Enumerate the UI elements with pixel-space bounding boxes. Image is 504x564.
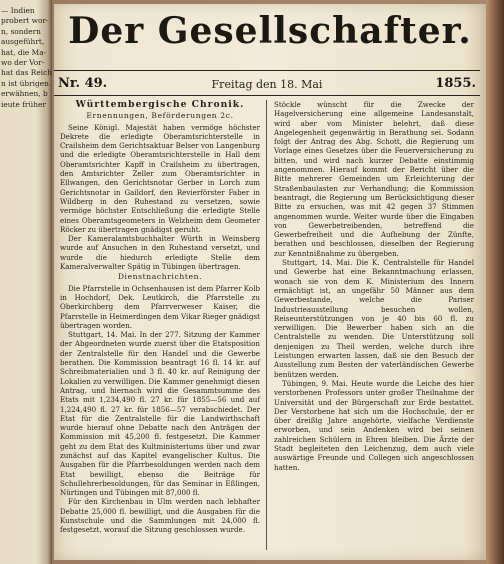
- left-page-fragment-line: hat das Reich: [1, 68, 52, 78]
- article-paragraph: Der Kameralamtsbuchhalter Würth in Weinsberg wurde auf Ansuchen in den Ruhestand versetzt, und wurde die hiedurch erledigte Stelle dem Kameralverwalter Spätig in Tübingen übertragen.: [60, 234, 260, 272]
- article-paragraph: Die Pfarrstelle in Ochsenhausen ist dem Pfarrer Kolb in Hochdorf, Dek. Leutkirch, die Pfarrstelle zu Oberkirchberg dem Pfarrverweser Kaiser, die Pfarrstelle in Heimerdingen dem Vikar Rieger gnädigst übertragen worden.: [60, 283, 260, 330]
- left-page-fragment-line: hat, die Ma-: [1, 47, 47, 57]
- left-page-fragment-line: n ist übrigen: [1, 78, 49, 88]
- previous-page-edge: [0, 0, 52, 564]
- left-page-fragment-line: ausgeführt,: [1, 37, 45, 47]
- newspaper-page: [54, 4, 486, 560]
- column-divider: [266, 100, 267, 550]
- appointments-subheading: Ernennungen, Beförderungen 2c.: [86, 111, 234, 121]
- left-page-fragment-line: erwähnen, b: [1, 89, 48, 99]
- left-page-fragment-line: n, sondern: [1, 26, 41, 36]
- left-page-fragment-line: ieute früher: [1, 99, 46, 109]
- issue-number: Nr. 49.: [58, 76, 108, 91]
- header-rule-bottom: [54, 95, 480, 96]
- article-paragraph: Stöckle wünscht für die Zwecke der Hagelversicherung eine allgemeine Landesanstalt, wird aber vom Minister belehrt, daß diese Angelegenheit gegenwärtig in Berathung sei. Sodann folgt der Antrag des Abg. Schott, die Regierung um Vorlage eines Gesetzes über die Feuerversicherung zu bitten, und wird nach kurzer Debatte einstimmig angenommen. Hierauf kommt der Bericht über die Bitte mehrerer Gemeinden um Erleichterung der Straßenbaulasten zur Verhandlung; die Kommission beantragt, die Regierung um Berücksichtigung dieser Bitte zu ersuchen, was mit 42 gegen 37 Stimmen angenommen wurde. Weiter wurde über die Eingaben von Gewerbetreibenden, betreffend die Gewerbefreiheit und die Aufhebung der Zünfte, berathen und beschlossen, dieselben der Regierung zur Kenntnißnahme zu übergeben.: [274, 100, 474, 258]
- right-column: [274, 100, 474, 472]
- article-paragraph: Tübingen, 9. Mai. Heute wurde die Leiche des hier verstorbenen Professors unter großer Theilnahme der Universität und der Bürgerschaft zur Erde bestattet. Der Verstorbene hat sich um die Hochschule, der er über dreißig Jahre angehörte, vielfache Verdienste erworben, und sein Andenken wird bei seinen zahlreichen Schülern in Ehren bleiben. Die Ärzte der Stadt begleiteten den Leichenzug, dem auch viele auswärtige Freunde und Collegen sich angeschlossen hatten.: [274, 378, 474, 472]
- chronicle-heading: Württembergische Chronik.: [75, 99, 245, 110]
- article-paragraph: Stuttgart, 14. Mai. In der 277. Sitzung der Kammer der Abgeordneten wurde zuerst über die Etatsposition der Zentralstelle für den Handel und die Gewerbe berathen. Die Kommission beantragt 16 fl. 14 kr. auf Schreibmaterialien und 3 fl. 40 kr. auf Reinigung der Lokalien zu verwilligen. Die Kammer genehmigt diesen Antrag, und hiernach wird die Gesammtsumme des Etats mit 1,234,490 fl. 27 kr. für 1855—56 und auf 1,224,490 fl. 27 kr. für 1856—57 verabschiedet. Der Etat für die Zentralstelle für die Landwirthschaft wurde hierauf ohne Debatte nach den Anträgen der Kommission mit 45,200 fl. festgesetzt. Die Kammer geht zu dem Etat des Kultministeriums über und zwar zunächst auf das Kapitel evangelischer Kultus. Die Ausgaben für die Pfarrbesoldungen werden nach dem Etat bewilligt, ebenso die Beiträge für Schullehrerbesoldungen, für das Seminar in Eßlingen, Nürtingen und Tübingen mit 87,000 fl.: [60, 330, 260, 498]
- left-page-fragment-line: probert wor-: [1, 16, 49, 26]
- article-paragraph: Seine Königl. Majestät haben vermöge höchster Dekrete die erledigte Oberamtsrichterstelle in Crailsheim dem Gerichtsaktuar Belser von Langenburg und die erledigte Oberamtsrichterstelle in Hall dem Oberamtsrichter Kapff in Crailsheim zu übertragen, den Amtsrichter Zeller zum Oberamtsrichter in Ellwangen, den Gerichtsnotar Gerber in Lorch zum Gerichtsnotar in Gaildorf, den Revierförster Faber in Wildberg in den Ruhestand zu versetzen, sowie vermöge höchster Entschließung die erledigte Stelle eines Oberamtsgeometers in Welzheim dem Geometer Röcker zu übertragen gnädigst geruht.: [60, 122, 260, 234]
- book-edge: [486, 0, 504, 564]
- article-paragraph: Stuttgart, 14. Mai. Die K. Centralstelle für Handel und Gewerbe hat eine Bekanntmachung erlassen, wonach sie von dem K. Ministerium des Innern ermächtigt ist, an ungefähr 50 Männer aus dem Gewerbestande, welche die Pariser Industrieausstellung besuchen wollen, Reiseunterstützungen von je 40 bis 60 fl. zu verwilligen. Die Bewerber haben sich an die Centralstelle zu wenden. Die Unterstützung soll denjenigen zu Theil werden, welche durch ihre Leistungen erwarten lassen, daß sie den Besuch der Ausstellung zum Besten der vaterländischen Gewerbe benützen werden.: [274, 258, 474, 379]
- issue-date: Freitag den 18. Mai: [211, 78, 323, 91]
- issue-year: 1855.: [435, 76, 476, 91]
- service-news-subheading: Dienstnachrichten.: [117, 272, 203, 282]
- masthead-title: Der Gesellschafter.: [68, 10, 472, 52]
- article-paragraph: Für den Kirchenbau in Ulm werden nach lebhafter Debatte 25,000 fl. bewilligt, und die Ausgaben für die Kunstschule und die Sammlungen mit 24,000 fl. festgesetzt, worauf die Sitzung geschlossen wurde.: [60, 497, 260, 535]
- left-page-fragment-line: — Indien: [1, 6, 35, 15]
- left-column: [60, 100, 260, 535]
- left-page-fragment-line: wo der Vor-: [1, 58, 45, 67]
- header-rule-top: [54, 70, 480, 71]
